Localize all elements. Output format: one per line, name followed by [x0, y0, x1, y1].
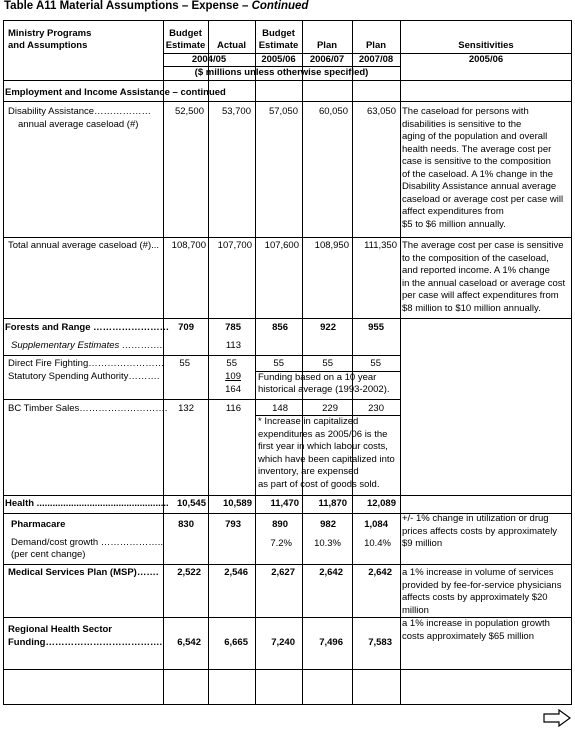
row-line — [3, 495, 572, 496]
cell-value: 52,500 — [174, 106, 204, 117]
header-year-2005: 2005/06 — [261, 54, 296, 65]
header-year-2004: 2004/05 — [191, 54, 227, 65]
row-label: Disability Assistance……………… — [8, 106, 152, 117]
cell-value: 1,084 — [364, 519, 388, 530]
cell-value: 111,350 — [364, 240, 397, 251]
header-year-2007: 2007/08 — [358, 54, 394, 65]
cell-value: 132 — [178, 403, 194, 414]
cell-value: 793 — [225, 519, 241, 530]
cell-value: 982 — [320, 519, 336, 530]
row-line — [3, 564, 572, 565]
cell-value: 55 — [179, 358, 190, 369]
cell-value: 108,700 — [171, 240, 206, 251]
cell-value: 7,240 — [271, 637, 295, 648]
header-sensitivities: Sensitivities — [458, 40, 514, 51]
cell-value: 113 — [225, 340, 241, 351]
cell-value: 63,050 — [366, 106, 396, 117]
header-bottom-line — [3, 80, 572, 81]
row-label: (per cent change) — [11, 549, 86, 560]
cell-value: 830 — [178, 519, 194, 530]
cell-value: 785 — [225, 322, 241, 333]
cell-value: 55 — [322, 358, 333, 369]
cell-value: 7,583 — [368, 637, 392, 648]
cell-value: 57,050 — [268, 106, 298, 117]
header-sens-year: 2005/06 — [468, 54, 504, 65]
cell-value: 116 — [225, 403, 241, 414]
timber-note: * Increase in capitalized expenditures as 2005/06 is the first year in which labour costs, which have been capitalized into inventory, are expensed as part of cost of goods sold. — [258, 416, 395, 490]
sensitivity-text: The caseload for persons with disabilities is sensitive to the aging of the population and overall health needs. The average cost per case is sensitive to the composition of the caseload. A 1% change in the Disability Assistance annual average caseload or average cost per case will affect expenditures from $5 to $6 million annually. — [402, 106, 564, 230]
header-budget: Budget — [169, 28, 202, 39]
cell-value: 2,642 — [319, 567, 343, 578]
row-label: Total annual average caseload (#)... — [8, 240, 160, 251]
row-label: Supplementary Estimates ………….. — [11, 340, 166, 351]
units-note: ($ millions unless otherwise specified) — [194, 67, 369, 78]
row-label: BC Timber Sales………………………. — [8, 403, 168, 414]
cell-value: 148 — [272, 403, 288, 414]
row-line — [3, 318, 572, 319]
header-assumptions: and Assumptions — [8, 40, 88, 51]
cell-value: 2,627 — [271, 567, 295, 578]
row-label: Demand/cost growth ……………….. — [11, 537, 164, 548]
row-label: Direct Fire Fighting…………………… — [8, 358, 165, 369]
cell-value: 890 — [272, 519, 288, 530]
cell-value: 55 — [226, 358, 237, 369]
header-estimate: Estimate — [165, 40, 206, 51]
sensitivity-text: +/- 1% change in utilization or drug prices affects costs by approximately $9 million — [402, 513, 558, 549]
col-divider — [400, 20, 401, 705]
cell-value: 164 — [225, 384, 241, 395]
cell-value: 109 — [225, 371, 241, 382]
row-label: Medical Services Plan (MSP)……. — [8, 567, 159, 578]
header-plan: Plan — [316, 40, 338, 51]
cell-value: 108,950 — [314, 240, 349, 251]
cell-value: 229 — [322, 403, 338, 414]
row-line — [3, 355, 400, 356]
cell-value: 107,600 — [264, 240, 299, 251]
right-arrow-icon[interactable] — [543, 709, 571, 727]
cell-value: 2,546 — [224, 567, 248, 578]
row-line — [3, 101, 572, 102]
cell-value: 7.2% — [270, 538, 292, 549]
cell-value: 55 — [370, 358, 381, 369]
table-title: Table A11 Material Assumptions – Expense – Continued — [4, 0, 309, 12]
cell-value: 10.4% — [364, 538, 391, 549]
section-heading: Employment and Income Assistance – continued — [5, 87, 226, 98]
cell-value: 107,700 — [217, 240, 252, 251]
row-label: Funding………………………………. — [8, 637, 163, 648]
cell-value: 11,470 — [270, 498, 299, 509]
row-line — [3, 669, 572, 670]
sensitivity-text: a 1% increase in volume of services provided by fee-for-service physicians affects costs by approximately $20 million — [402, 567, 562, 616]
fire-note: Funding based on a 10 year — [258, 372, 377, 383]
cell-value: 2,522 — [177, 567, 201, 578]
header-year-2006: 2006/07 — [309, 54, 345, 65]
cell-value: 10.3% — [314, 538, 341, 549]
row-line — [3, 399, 400, 400]
cell-value: 7,496 — [319, 637, 343, 648]
cell-value: 10,545 — [176, 498, 206, 509]
cell-value: 2,642 — [368, 567, 392, 578]
row-label: Regional Health Sector — [8, 624, 112, 635]
cell-value: 709 — [178, 322, 194, 333]
row-label: Health .................................................. — [5, 498, 169, 509]
cell-value: 55 — [273, 358, 284, 369]
header-plan-2: Plan — [365, 40, 387, 51]
fire-note: historical average (1993-2002). — [258, 384, 390, 395]
header-budget-2: Budget — [262, 28, 295, 39]
cell-value: 230 — [368, 403, 384, 414]
cell-value: 60,050 — [318, 106, 348, 117]
row-label: Statutory Spending Authority………. — [8, 371, 160, 382]
cell-value: 955 — [368, 322, 384, 333]
row-line — [3, 237, 572, 238]
sensitivity-text: The average cost per case is sensitive to the composition of the caseload, and reported income. A 1% change in the annual caseload or average cost per case will affect expenditures from $8 million to $10 million annually. — [402, 240, 566, 314]
cell-value: 6,665 — [224, 637, 248, 648]
cell-value: 53,700 — [221, 106, 251, 117]
cell-value: 922 — [320, 322, 336, 333]
cell-value: 6,542 — [177, 637, 201, 648]
cell-value: 856 — [272, 322, 288, 333]
cell-value: 10,589 — [222, 498, 252, 509]
cell-value: 12,089 — [366, 498, 396, 509]
sensitivity-text: a 1% increase in population growth costs approximately $65 million — [402, 618, 550, 642]
header-estimate-2: Estimate — [258, 40, 299, 51]
row-label: annual average caseload (#) — [18, 119, 139, 130]
header-programs: Ministry Programs — [8, 28, 92, 39]
row-label: Forests and Range …………………… — [5, 322, 170, 333]
cell-value: 11,870 — [318, 498, 347, 509]
row-label: Pharmacare — [11, 519, 66, 530]
header-actual: Actual — [216, 40, 247, 51]
